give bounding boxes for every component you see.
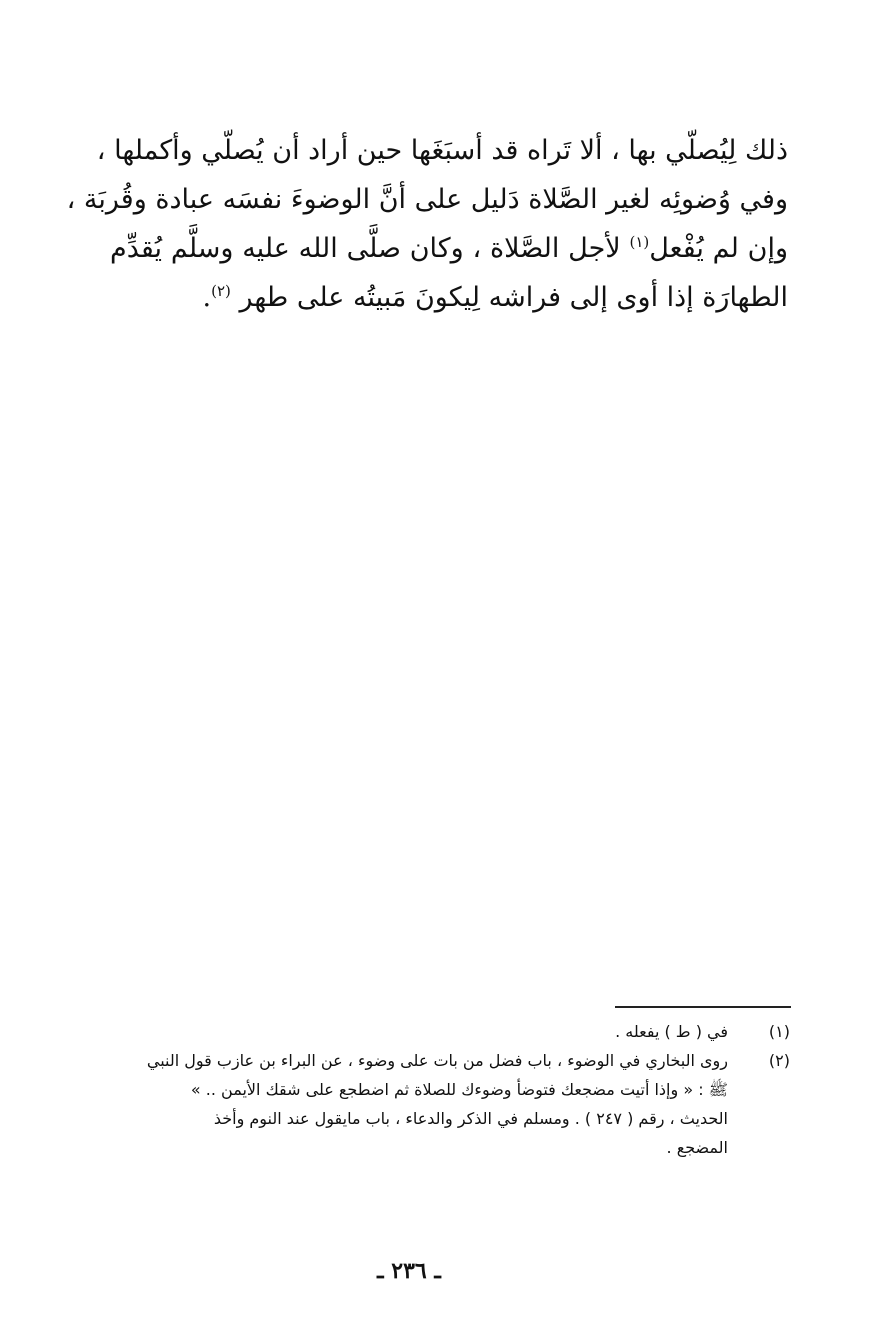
footnote-text (122, 1017, 728, 1046)
main-paragraph (66, 126, 789, 322)
footnotes (60, 1017, 790, 1162)
main-line-4-period: . (202, 282, 212, 313)
footnote-1 (60, 1017, 790, 1046)
footnote-2 (60, 1046, 790, 1162)
main-line-3-start: وإن لم يُفْعل (649, 233, 789, 264)
footnote-line: المضجع . (666, 1138, 728, 1157)
footnote-line: ﷺ : « وإذا أتيت مضجعك فتوضأ وضوءك للصلاة ثم اضطجع على شقك الأيمن .. » (190, 1080, 728, 1099)
main-line-2: وفي وُضوئِه لغير الصَّلاة دَليل على أنَّ الوضوءَ نفسَه عبادة وقُربَة ، (66, 184, 788, 215)
footnote-text (122, 1046, 728, 1162)
footnote-line: في ( ط ) يفعله . (615, 1022, 728, 1041)
footnote-separator (615, 1006, 791, 1008)
main-line-1: ذلك لِيُصلّي بها ، ألا تَراه قد أسبَغَها حين أراد أن يُصلّي وأكملها ، (96, 135, 788, 166)
main-line-3-end: لأجل الصَّلاة ، وكان صلَّى الله عليه وسلَّم يُقدِّم (110, 233, 630, 264)
footnote-ref-1: (١) (629, 233, 650, 251)
main-line-3 (110, 224, 788, 273)
footnote-number: (٢) (768, 1051, 790, 1070)
page-number: ـ ٢٣٦ ـ (377, 1258, 441, 1284)
footnote-line: روى البخاري في الوضوء ، باب فضل من بات على وضوء ، عن البراء بن عازب قول النبي (146, 1051, 728, 1070)
footnote-line: الحديث ، رقم ( ٢٤٧ ) . ومسلم في الذكر والدعاء ، باب مايقول عند النوم وأخذ (213, 1109, 728, 1128)
main-line-4 (110, 273, 788, 322)
footnote-number: (١) (768, 1022, 790, 1041)
main-line-4-text: الطهارَة إذا أوى إلى فراشه لِيكونَ مَبيتُه على طهر (230, 282, 788, 313)
footnote-ref-2: (٢) (211, 282, 231, 300)
